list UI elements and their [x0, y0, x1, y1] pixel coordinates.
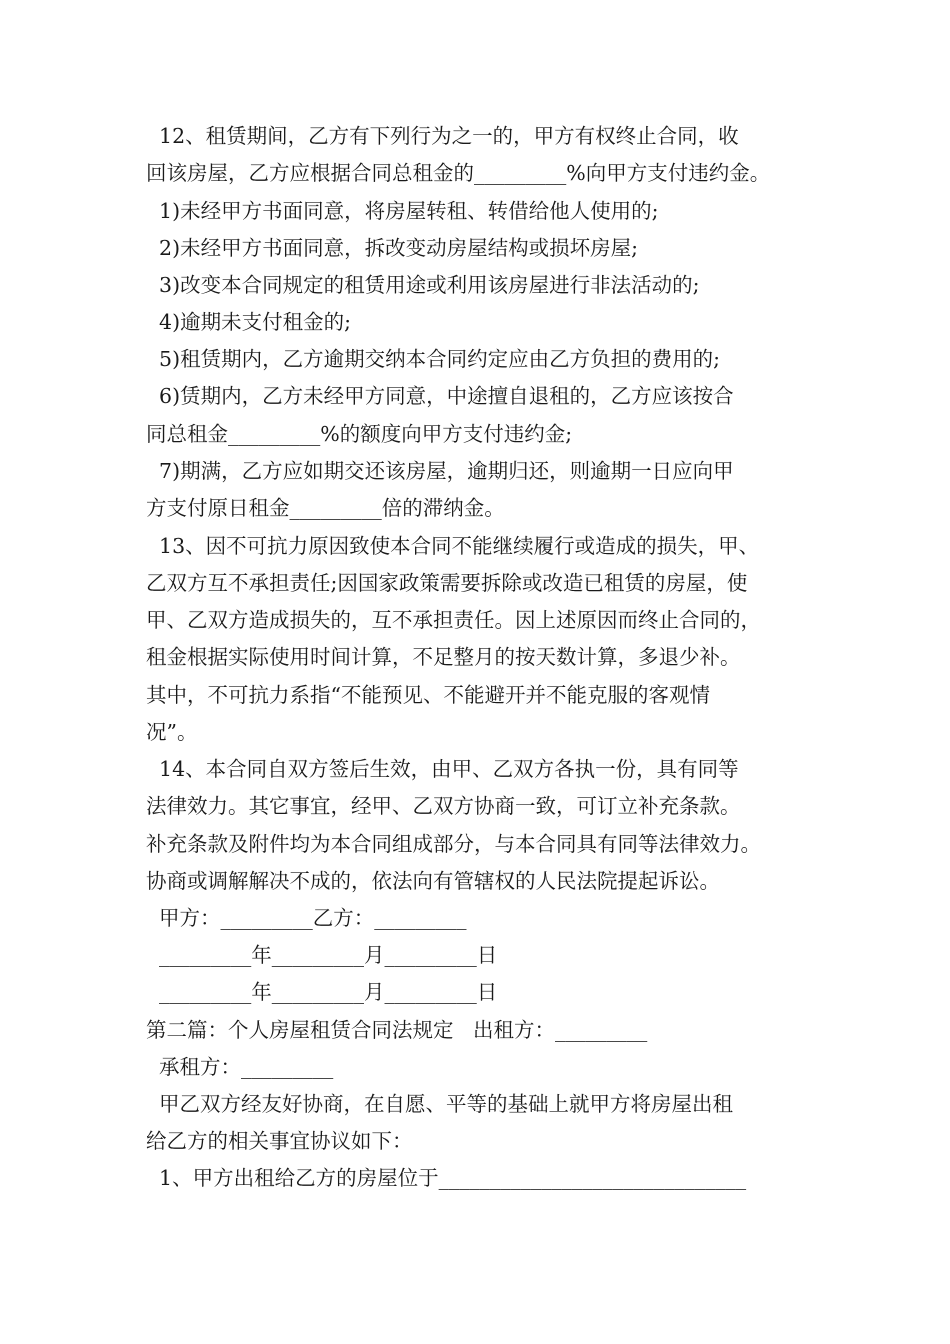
text-line: 14、本合同自双方签后生效，由甲、乙双方各执一份，具有同等: [146, 757, 739, 781]
text-line: 乙双方互不承担责任;因国家政策需要拆除或改造已租赁的房屋，使: [146, 571, 748, 595]
text-line: 12、租赁期间，乙方有下列行为之一的，甲方有权终止合同，收: [146, 124, 739, 148]
text-line: 7)期满，乙方应如期交还该房屋，逾期归还，则逾期一日应向甲: [146, 459, 734, 483]
section-heading: 第二篇：个人房屋租赁合同法规定 出租方：_________: [146, 1018, 648, 1042]
text-line: 4)逾期未支付租金的;: [146, 310, 351, 334]
text-line: 租金根据实际使用时间计算，不足整月的按天数计算，多退少补。: [146, 645, 741, 669]
text-line: 13、因不可抗力原因致使本合同不能继续履行或造成的损失，甲、: [146, 534, 760, 558]
text-line: 给乙方的相关事宜协议如下：: [146, 1129, 413, 1153]
text-line: 1、甲方出租给乙方的房屋位于______________________________: [146, 1166, 747, 1190]
text-line: 法律效力。其它事宜，经甲、乙双方协商一致，可订立补充条款。: [146, 794, 741, 818]
date-line: _________年_________月_________日: [146, 943, 498, 967]
text-line: 补充条款及附件均为本合同组成部分，与本合同具有同等法律效力。: [146, 832, 761, 856]
text-line: 协商或调解解决不成的，依法向有管辖权的人民法院提起诉讼。: [146, 869, 720, 893]
text-line: 承租方：_________: [146, 1055, 334, 1079]
text-line: 6)赁期内，乙方未经甲方同意，中途擅自退租的，乙方应该按合: [146, 384, 734, 408]
text-line: 3)改变本合同规定的租赁用途或利用该房屋进行非法活动的;: [146, 273, 700, 297]
text-line: 况”。: [146, 720, 198, 744]
text-line: 同总租金_________%的额度向甲方支付违约金;: [146, 422, 573, 446]
date-line: _________年_________月_________日: [146, 980, 498, 1004]
text-line: 甲、乙双方造成损失的，互不承担责任。因上述原因而终止合同的，: [146, 608, 761, 632]
text-line: 1)未经甲方书面同意，将房屋转租、转借给他人使用的;: [146, 199, 659, 223]
text-line: 5)租赁期内，乙方逾期交纳本合同约定应由乙方负担的费用的;: [146, 347, 720, 371]
text-line: 方支付原日租金_________倍的滞纳金。: [146, 496, 505, 520]
text-line: 甲乙双方经友好协商，在自愿、平等的基础上就甲方将房屋出租: [146, 1092, 734, 1116]
signature-line: 甲方：_________乙方：_________: [146, 906, 467, 930]
text-line: 2)未经甲方书面同意，拆改变动房屋结构或损坏房屋;: [146, 236, 638, 260]
text-line: 回该房屋，乙方应根据合同总租金的_________%向甲方支付违约金。: [146, 161, 771, 185]
text-line: 其中，不可抗力系指“不能预见、不能避开并不能克服的客观情: [146, 683, 710, 707]
